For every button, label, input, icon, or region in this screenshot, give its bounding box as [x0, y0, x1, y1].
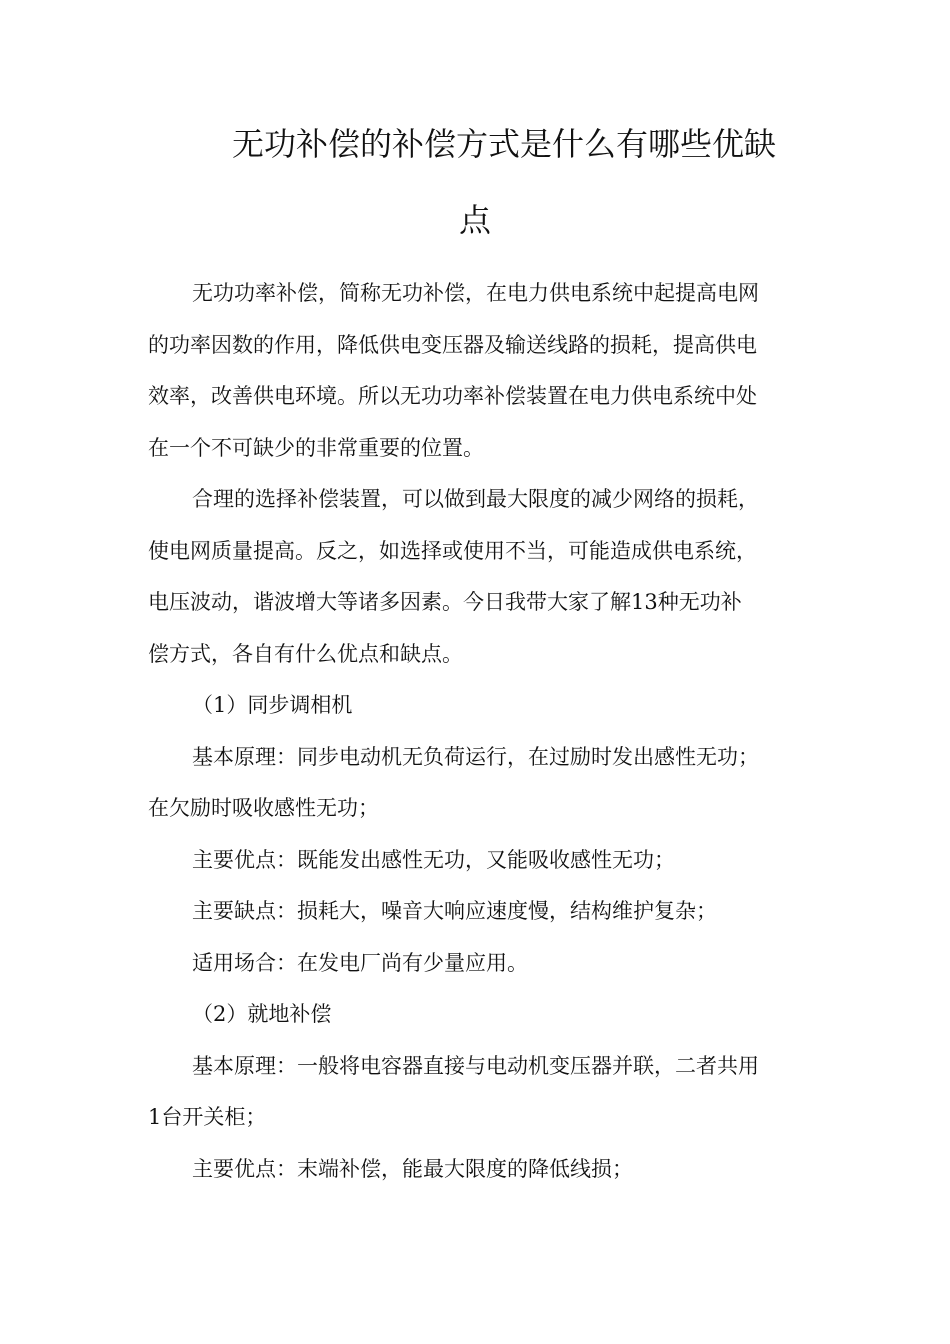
text-line: 电压波动，谐波增大等诸多因素。今日我带大家了解13种无功补 [148, 590, 742, 614]
text-line: 基本原理：同步电动机无负荷运行，在过励时发出感性无功； [192, 744, 759, 769]
text-line: 效率，改善供电环境。所以无功功率补偿装置在电力供电系统中处 [148, 384, 757, 408]
text-line: 主要优点：末端补偿，能最大限度的降低线损； [192, 1156, 633, 1181]
text-line: 适用场合：在发电厂尚有少量应用。 [192, 950, 528, 975]
paragraph-advantage-2 [148, 1144, 804, 1196]
text-line: 在一个不可缺少的非常重要的位置。 [148, 435, 484, 460]
paragraph-advantage-1 [148, 835, 804, 887]
text-line: 偿方式，各自有什么优点和缺点。 [148, 641, 463, 666]
paragraph-principle-2 [148, 1041, 804, 1144]
document-body [148, 268, 804, 1195]
text-line: 合理的选择补偿装置，可以做到最大限度的减少网络的损耗， [192, 487, 759, 511]
text-line: 的功率因数的作用，降低供电变压器及输送线路的损耗，提高供电 [148, 332, 757, 357]
paragraph-selection [148, 474, 804, 680]
text-line: 主要缺点：损耗大，噪音大响应速度慢，结构维护复杂； [192, 899, 717, 923]
paragraph-disadvantage-1 [148, 886, 804, 938]
paragraph-principle-1 [148, 732, 804, 835]
section-heading-2 [148, 989, 804, 1041]
section-heading-1 [148, 680, 804, 732]
text-line: 主要优点：既能发出感性无功，又能吸收感性无功； [192, 847, 675, 872]
text-line: 基本原理：一般将电容器直接与电动机变压器并联，二者共用 [192, 1053, 759, 1078]
document-title-line-1: 无功补偿的补偿方式是什么有哪些优缺 [231, 125, 776, 163]
document-title-line-2: 点 [458, 201, 491, 239]
paragraph-application-1 [148, 938, 804, 990]
text-line: （2）就地补偿 [192, 1002, 332, 1026]
paragraph-intro [148, 268, 804, 474]
text-line: 在欠励时吸收感性无功； [148, 796, 379, 820]
text-line: 无功功率补偿，简称无功补偿，在电力供电系统中起提高电网 [192, 281, 759, 305]
text-line: 1台开关柜； [148, 1105, 267, 1129]
text-line: 使电网质量提高。反之，如选择或使用不当，可能造成供电系统， [148, 538, 757, 563]
text-line: （1）同步调相机 [192, 693, 353, 717]
